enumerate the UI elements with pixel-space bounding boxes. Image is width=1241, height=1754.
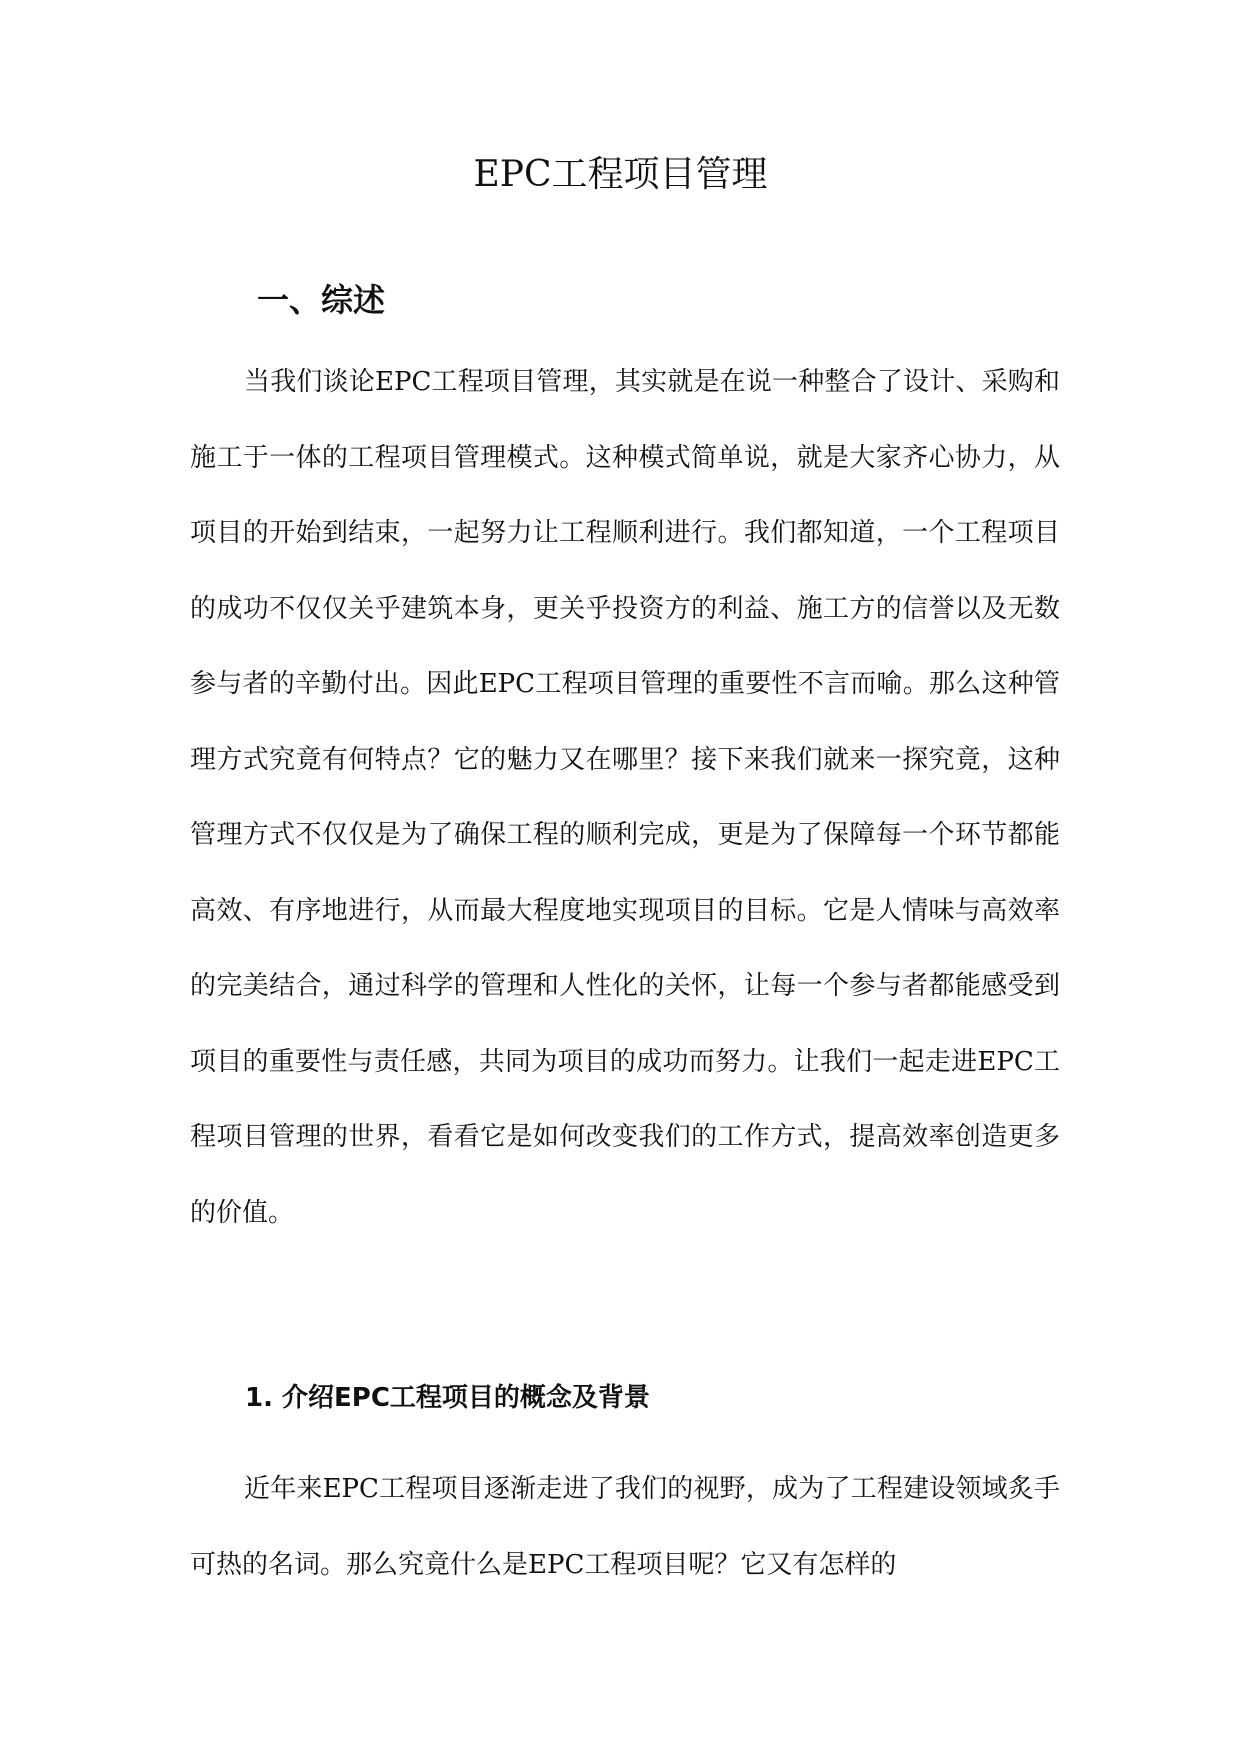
- document-title: EPC工程项目管理: [473, 154, 768, 195]
- section-heading-overview: 一、综述: [257, 281, 386, 319]
- overview-paragraph: 当我们谈论EPC工程项目管理，其实就是在说一种整合了设计、采购和施工于一体的工程项目管理模式。这种模式简单说，就是大家齐心协力，从项目的开始到结束，一起努力让工程顺利进行。我们都知道，一个工程项目的成功不仅仅关乎建筑本身，更关乎投资方的利益、施工方的信誉以及无数参与者的辛勤付出。因此EPC工程项目管理的重要性不言而喻。那么这种管理方式究竟有何特点？它的魅力又在哪里？接下来我们就来一探究竟，这种管理方式不仅仅是为了确保工程的顺利完成，更是为了保障每一个环节都能高效、有序地进行，从而最大程度地实现项目的目标。它是人情味与高效率的完美结合，通过科学的管理和人性化的关怀，让每一个参与者都能感受到项目的重要性与责任感，共同为项目的成功而努力。让我们一起走进EPC工程项目管理的世界，看看它是如何改变我们的工作方式，提高效率创造更多的价值。: [190, 367, 1060, 1228]
- subsection-heading-concept: 1. 介绍EPC工程项目的概念及背景: [245, 1383, 650, 1413]
- concept-paragraph: 近年来EPC工程项目逐渐走进了我们的视野，成为了工程建设领域炙手可热的名词。那么究竟什么是EPC工程项目呢？它又有怎样的: [190, 1474, 1060, 1580]
